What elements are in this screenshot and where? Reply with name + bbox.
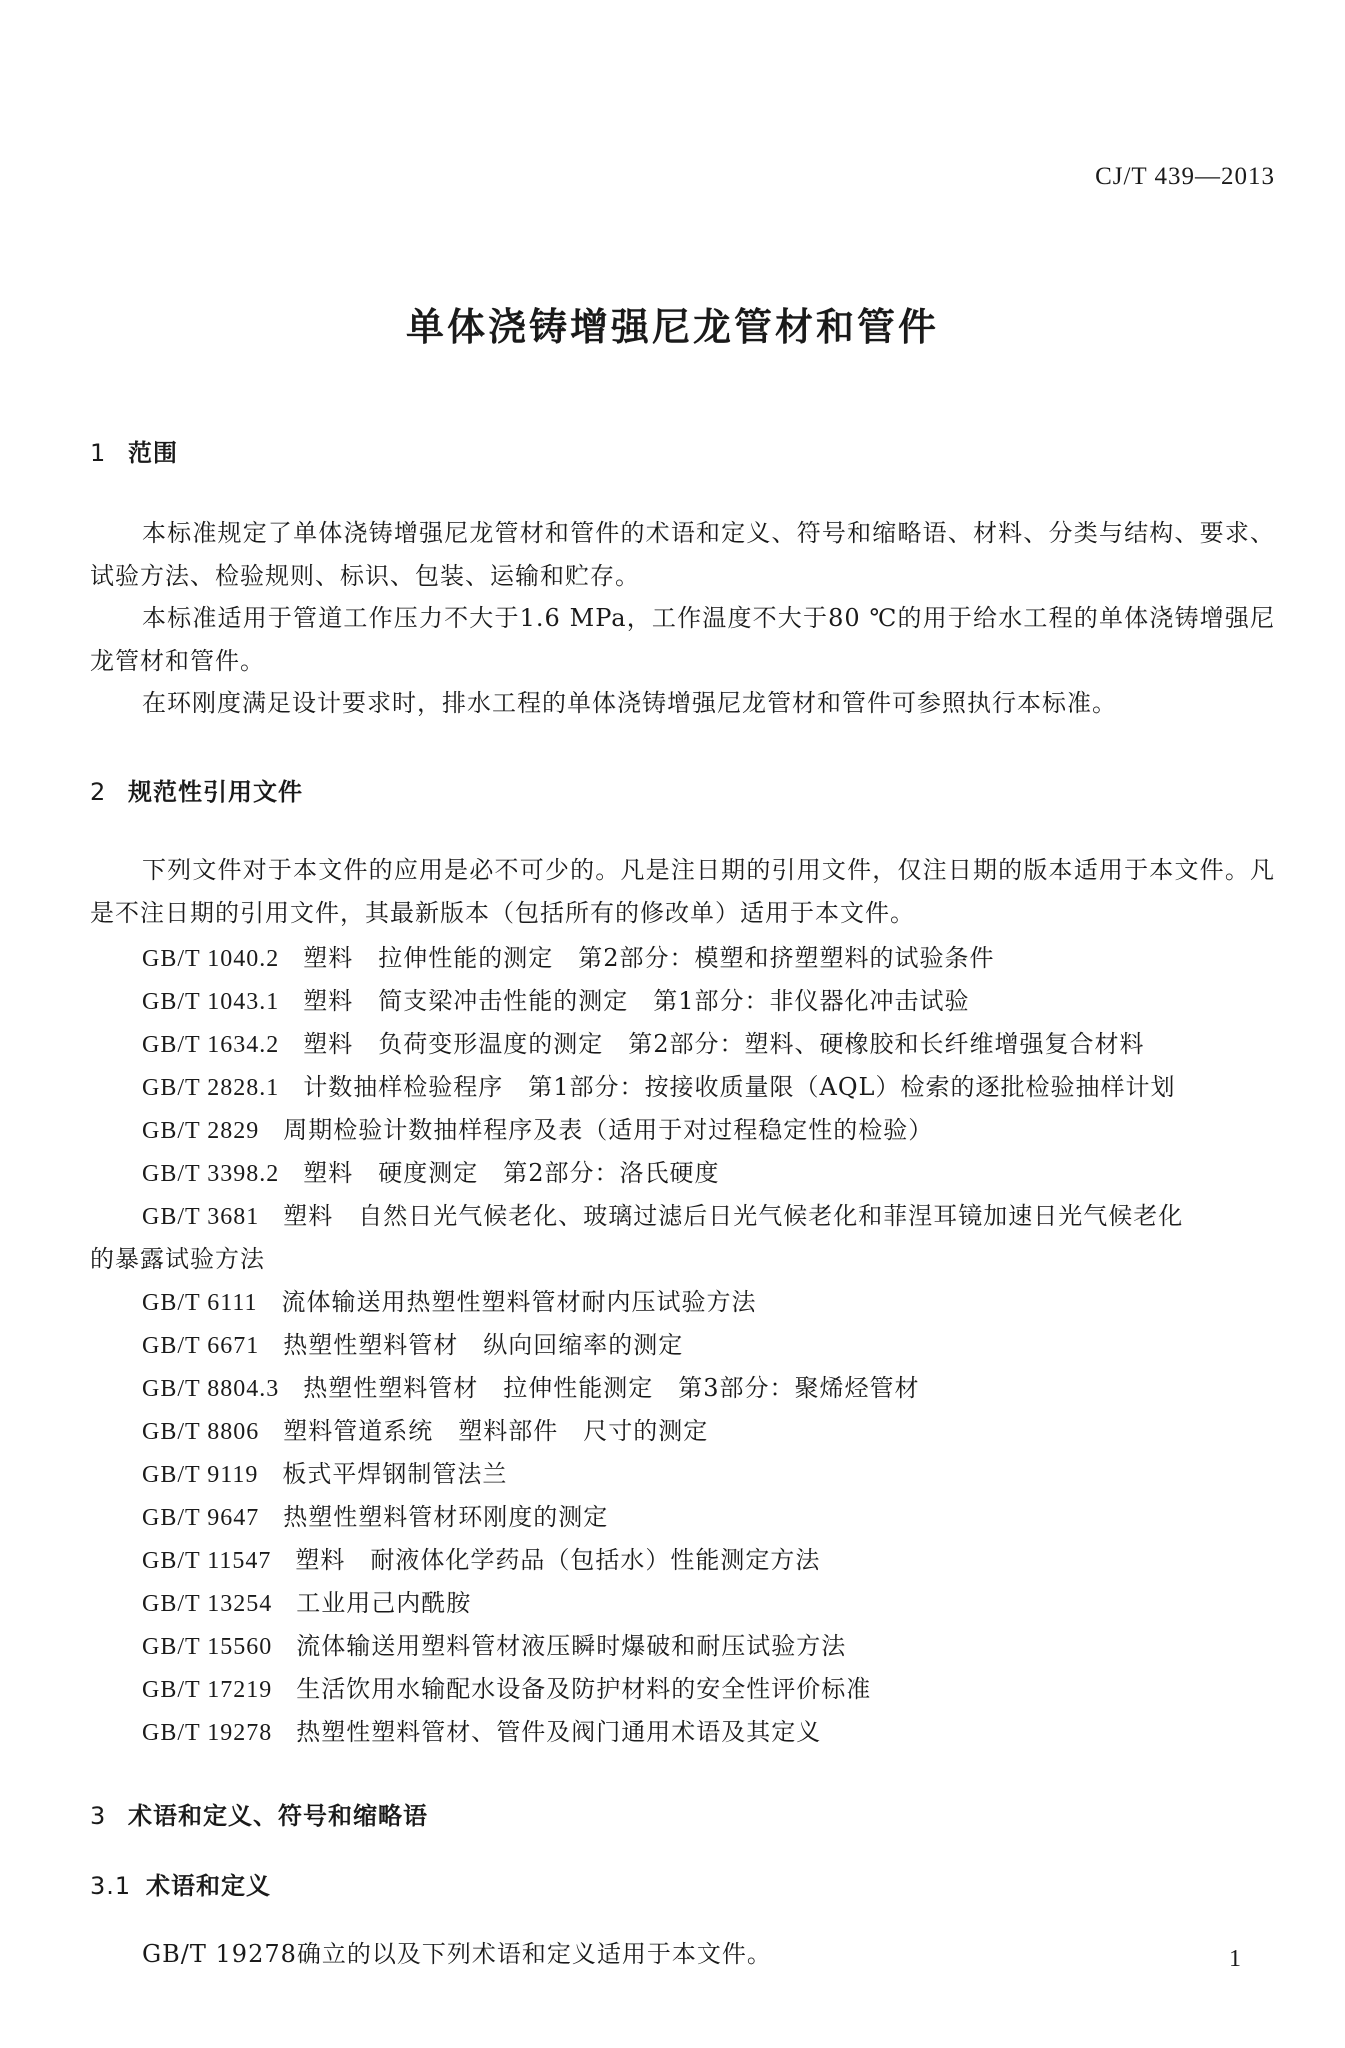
section-3-number: 3 xyxy=(90,1802,107,1830)
reference-item xyxy=(142,1067,1175,1102)
standard-number: CJ/T 439—2013 xyxy=(1095,163,1275,190)
reference-code: GB/T 1043.1 xyxy=(142,989,280,1015)
reference-item xyxy=(142,1583,471,1618)
reference-item xyxy=(142,1497,608,1532)
reference-item xyxy=(142,1024,1145,1059)
reference-title: 计数抽样检验程序 第1部分：按接收质量限（AQL）检索的逐批检验抽样计划 xyxy=(303,1073,1176,1101)
reference-item xyxy=(142,1110,933,1145)
reference-title: 生活饮用水输配水设备及防护材料的安全性评价标准 xyxy=(296,1675,872,1703)
reference-item xyxy=(142,1411,708,1446)
reference-code: GB/T 6671 xyxy=(142,1333,260,1359)
reference-continuation: 的暴露试验方法 xyxy=(90,1245,265,1273)
reference-code: GB/T 3398.2 xyxy=(142,1161,280,1187)
section-1-title: 范围 xyxy=(128,439,178,467)
reference-title: 塑料 拉伸性能的测定 第2部分：模塑和挤塑塑料的试验条件 xyxy=(303,944,995,972)
reference-code: GB/T 9647 xyxy=(142,1505,260,1531)
reference-item xyxy=(142,981,970,1016)
reference-title: 流体输送用热塑性塑料管材耐内压试验方法 xyxy=(281,1288,757,1316)
reference-item xyxy=(142,1454,507,1489)
section-1-number: 1 xyxy=(90,439,107,467)
reference-title: 工业用己内酰胺 xyxy=(296,1589,472,1617)
section-3-1-number: 3.1 xyxy=(90,1872,132,1900)
reference-item xyxy=(142,1669,871,1704)
section-1-para-3: 在环刚度满足设计要求时，排水工程的单体浇铸增强尼龙管材和管件可参照执行本标准。 xyxy=(142,689,1117,717)
reference-title: 塑料 硬度测定 第2部分：洛氏硬度 xyxy=(303,1159,720,1187)
reference-code: GB/T 2828.1 xyxy=(142,1075,280,1101)
section-3-1-title: 术语和定义 xyxy=(146,1872,271,1900)
reference-title: 塑料 简支梁冲击性能的测定 第1部分：非仪器化冲击试验 xyxy=(303,987,970,1015)
reference-code: GB/T 13254 xyxy=(142,1591,273,1617)
reference-title: 热塑性塑料管材环刚度的测定 xyxy=(283,1503,609,1531)
section-2-intro: 下列文件对于本文件的应用是必不可少的。凡是注日期的引用文件，仅注日期的版本适用于本文件。凡是不注日期的引用文件，其最新版本（包括所有的修改单）适用于本文件。 xyxy=(90,856,1275,927)
reference-code: GB/T 2829 xyxy=(142,1118,260,1144)
document-title: 单体浇铸增强尼龙管材和管件 xyxy=(405,305,939,349)
reference-title: 塑料 耐液体化学药品（包括水）性能测定方法 xyxy=(295,1546,821,1574)
reference-code: GB/T 9119 xyxy=(142,1462,259,1488)
reference-title: 板式平焊钢制管法兰 xyxy=(282,1460,508,1488)
section-3-heading xyxy=(90,1796,428,1831)
reference-code: GB/T 1040.2 xyxy=(142,946,280,972)
section-1-para-2: 本标准适用于管道工作压力不大于1.6 MPa，工作温度不大于80 ℃的用于给水工程的单体浇铸增强尼龙管材和管件。 xyxy=(90,604,1275,675)
reference-item xyxy=(142,1153,720,1188)
reference-item xyxy=(142,1368,920,1403)
reference-code: GB/T 8804.3 xyxy=(142,1376,280,1402)
reference-title: 热塑性塑料管材、管件及阀门通用术语及其定义 xyxy=(296,1718,822,1746)
reference-item xyxy=(142,1712,821,1747)
reference-code: GB/T 11547 xyxy=(142,1548,272,1574)
reference-item xyxy=(142,1325,683,1360)
reference-item xyxy=(142,1540,820,1575)
section-2-title: 规范性引用文件 xyxy=(128,778,303,806)
reference-title: 热塑性塑料管材 拉伸性能测定 第3部分：聚烯烃管材 xyxy=(303,1374,920,1402)
reference-code: GB/T 17219 xyxy=(142,1677,273,1703)
reference-title: 流体输送用塑料管材液压瞬时爆破和耐压试验方法 xyxy=(296,1632,847,1660)
reference-item xyxy=(142,1626,846,1661)
section-2-number: 2 xyxy=(90,778,107,806)
reference-title: 塑料 自然日光气候老化、玻璃过滤后日光气候老化和菲涅耳镜加速日光气候老化 xyxy=(283,1202,1184,1230)
reference-code: GB/T 1634.2 xyxy=(142,1032,280,1058)
reference-code: GB/T 3681 xyxy=(142,1204,260,1230)
reference-title: 塑料 负荷变形温度的测定 第2部分：塑料、硬橡胶和长纤维增强复合材料 xyxy=(303,1030,1145,1058)
reference-code: GB/T 6111 xyxy=(142,1290,258,1316)
reference-item xyxy=(142,1196,1183,1231)
reference-title: 周期检验计数抽样程序及表（适用于对过程稳定性的检验） xyxy=(283,1116,934,1144)
reference-code: GB/T 15560 xyxy=(142,1634,273,1660)
section-3-1-heading xyxy=(90,1866,271,1901)
reference-item xyxy=(142,1282,756,1317)
section-1-heading xyxy=(90,433,178,468)
reference-title: 塑料管道系统 塑料部件 尺寸的测定 xyxy=(283,1417,709,1445)
reference-code: GB/T 19278 xyxy=(142,1720,273,1746)
section-3-title: 术语和定义、符号和缩略语 xyxy=(128,1802,428,1830)
page-number: 1 xyxy=(1229,1946,1241,1972)
section-3-1-para: GB/T 19278确立的以及下列术语和定义适用于本文件。 xyxy=(142,1940,772,1968)
section-1-para-1: 本标准规定了单体浇铸增强尼龙管材和管件的术语和定义、符号和缩略语、材料、分类与结构、要求、试验方法、检验规则、标识、包装、运输和贮存。 xyxy=(90,519,1275,590)
reference-code: GB/T 8806 xyxy=(142,1419,260,1445)
reference-item xyxy=(142,938,995,973)
reference-title: 热塑性塑料管材 纵向回缩率的测定 xyxy=(283,1331,684,1359)
section-2-heading xyxy=(90,772,303,807)
